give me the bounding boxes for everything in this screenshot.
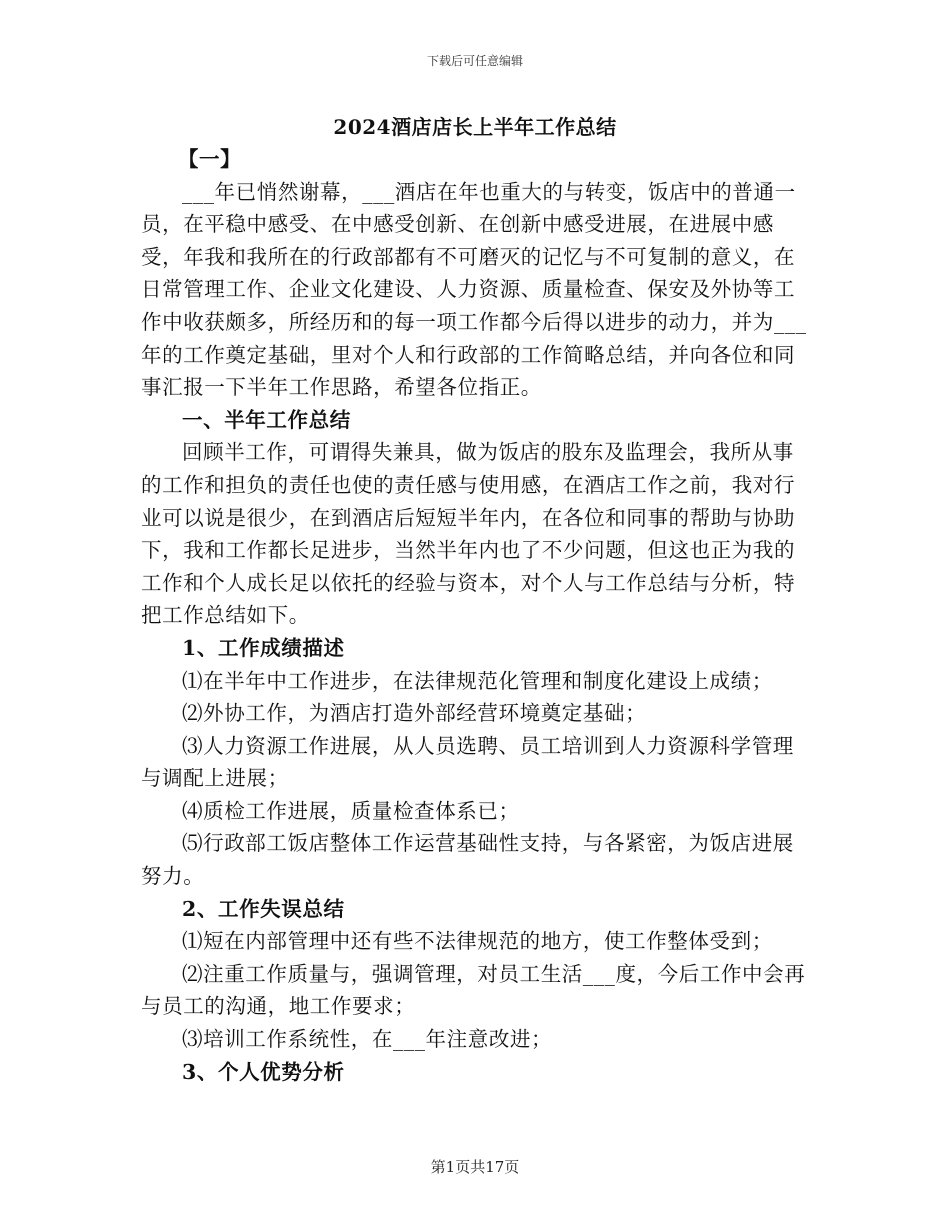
review-paragraph: 回顾半工作，可谓得失兼具，做为饭店的股东及监理会，我所从事的工作和担负的责任也使的责任感与使用感，在酒店工作之前，我对行业可以说是很少，在到酒店后短短半年内，在各位和同事的帮助与协助下，我和工作都长足进步，当然半年内也了不少问题，但这也正为我的工作和个人成长足以依托的经验与资本，对个人与工作总结与分析，特把工作总结如下。 bbox=[141, 440, 796, 628]
document-body bbox=[141, 143, 813, 1088]
achievement-item-2: ⑵外协工作，为酒店打造外部经营环境奠定基础； bbox=[182, 701, 647, 726]
heading-strengths: 3、个人优势分析 bbox=[182, 1059, 345, 1084]
achievement-item-3: ⑶人力资源工作进展，从人员选聘、员工培训到人力资源科学管理与调配上进展； bbox=[141, 733, 794, 791]
document-title: 2024酒店店长上半年工作总结 bbox=[333, 115, 617, 139]
page-footer: 第1页共17页 bbox=[430, 1158, 520, 1176]
heading-half-year-summary: 一、半年工作总结 bbox=[182, 407, 351, 432]
achievement-item-1: ⑴在半年中工作进步，在法律规范化管理和制度化建设上成绩； bbox=[182, 668, 773, 693]
achievement-item-4: ⑷质检工作进展，质量检查体系已； bbox=[182, 798, 520, 823]
heading-mistakes: 2、工作失误总结 bbox=[182, 896, 345, 921]
mistake-item-1: ⑴短在内部管理中还有些不法律规范的地方，使工作整体受到； bbox=[182, 929, 773, 954]
header-note: 下载后可任意编辑 bbox=[426, 54, 523, 68]
achievement-item-5: ⑸行政部工饭店整体工作运营基础性支持，与各紧密，为饭店进展努力。 bbox=[141, 831, 794, 889]
intro-paragraph: ___年已悄然谢幕，___酒店在年也重大的与转变，饭店中的普通一员，在平稳中感受、在中感受创新、在创新中感受进展，在进展中感受，年我和我所在的行政部都有不可磨灭的记忆与不可复制的意义，在日常管理工作、企业文化建设、人力资源、质量检查、保安及外协等工作中收获颇多，所经历和的每一项工作都今后得以进步的动力，并为___年的工作奠定基础，里对个人和行政部的工作简略总结，并向各位和同事汇报一下半年工作思路，希望各位指正。 bbox=[141, 179, 807, 400]
mistake-item-2: ⑵注重工作质量与，强调管理，对员工生活___度，今后工作中会再与员工的沟通，地工作要求； bbox=[141, 961, 806, 1019]
heading-achievements: 1、工作成绩描述 bbox=[182, 635, 345, 660]
section-marker: 【一】 bbox=[177, 147, 242, 171]
mistake-item-3: ⑶培训工作系统性，在___年注意改进； bbox=[182, 1027, 553, 1052]
